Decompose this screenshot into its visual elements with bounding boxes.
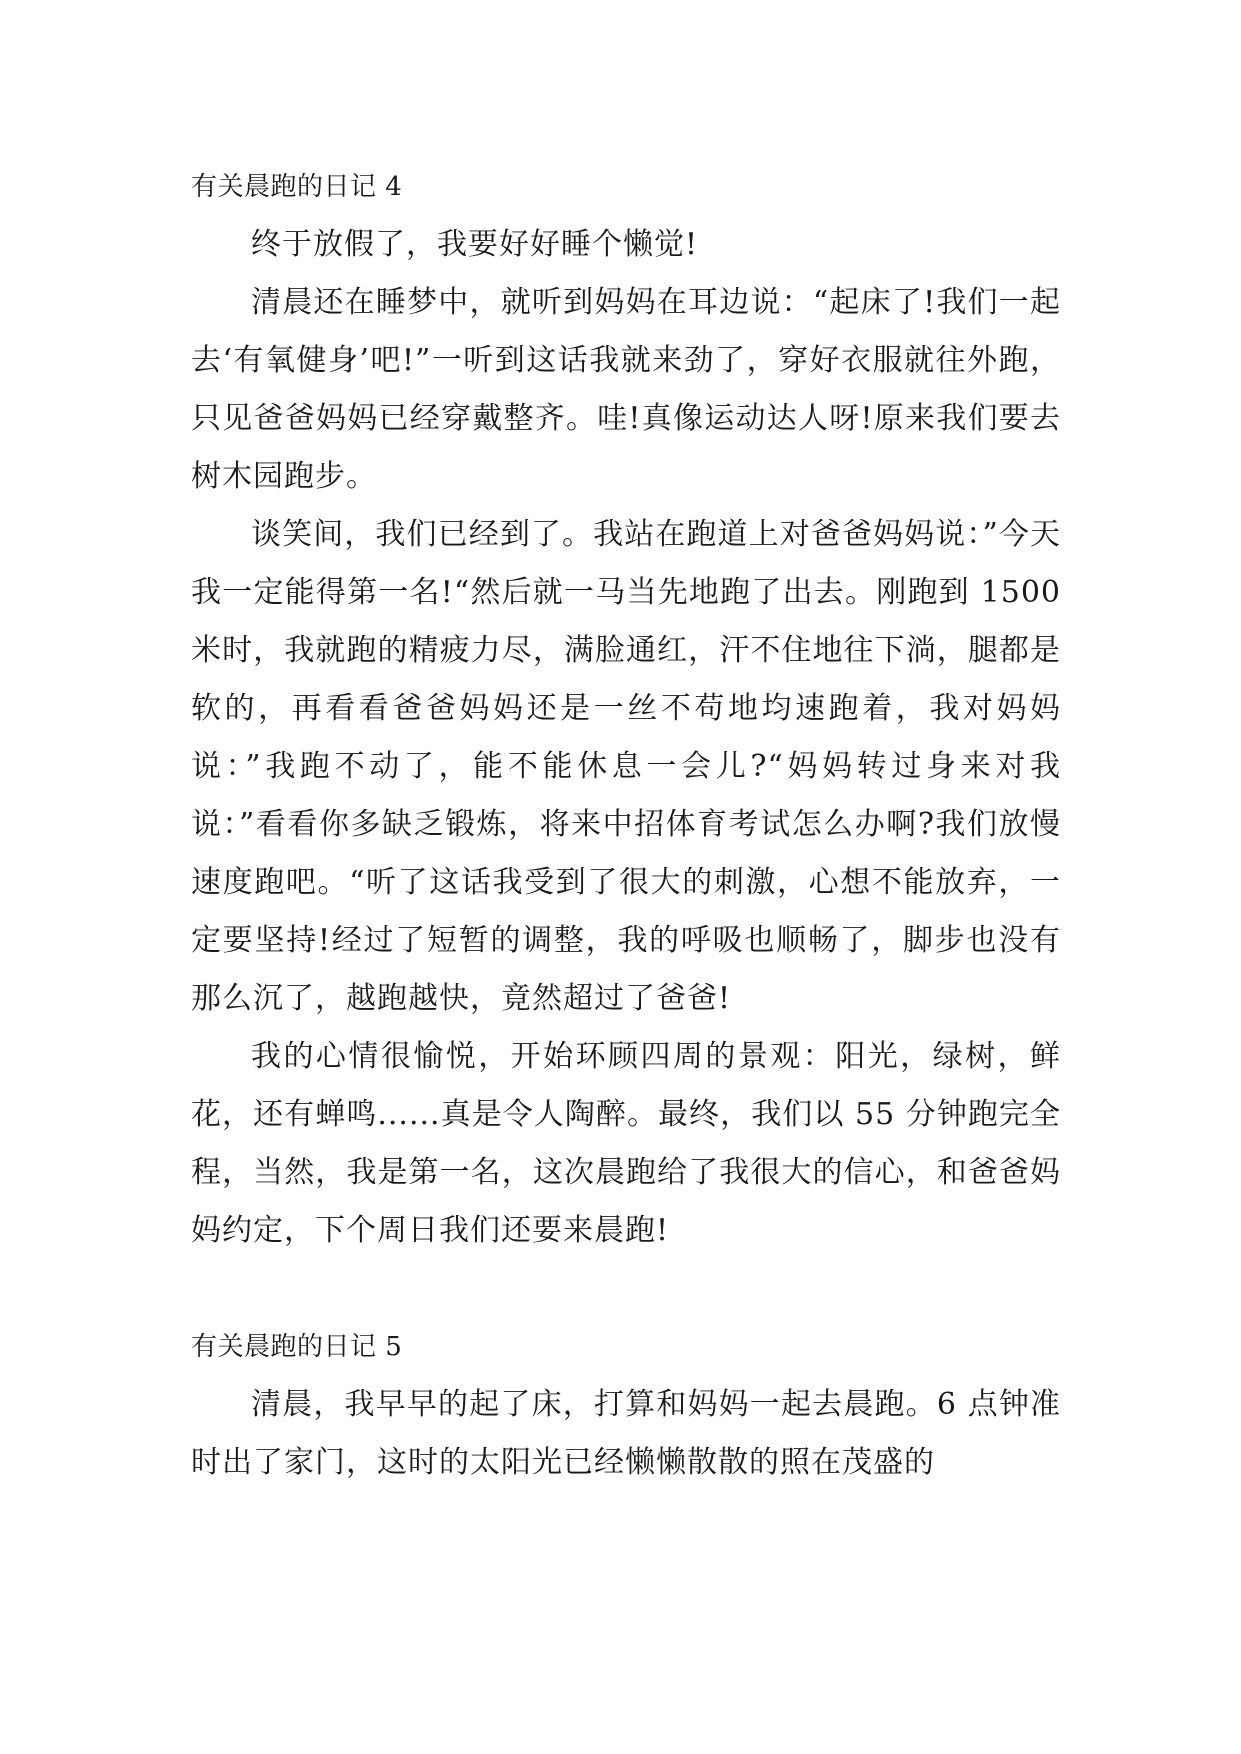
- entry-title: 有关晨跑的日记 4: [191, 172, 403, 202]
- paragraph: 清晨，我早早的起了床，打算和妈妈一起去晨跑。6 点钟准时出了家门，这时的太阳光已经懒懒散散的照在茂盛的: [191, 1387, 1061, 1480]
- document-body: [191, 158, 1061, 1492]
- paragraph: 清晨还在睡梦中，就听到妈妈在耳边说：“起床了!我们一起去‘有氧健身’吧!”一听到这话我就来劲了，穿好衣服就往外跑，只见爸爸妈妈已经穿戴整齐。哇!真像运动达人呀!原来我们要去树木园跑步。: [191, 285, 1061, 494]
- diary-entry-4: [191, 158, 1061, 1260]
- paragraph: 我的心情很愉悦，开始环顾四周的景观：阳光，绿树，鲜花，还有蝉鸣......真是令人陶醉。最终，我们以 55 分钟跑完全程，当然，我是第一名，这次晨跑给了我很大的信心，和爸爸妈妈约定，下个周日我们还要来晨跑!: [191, 1039, 1061, 1248]
- paragraph: 谈笑间，我们已经到了。我站在跑道上对爸爸妈妈说：”今天我一定能得第一名!“然后就一马当先地跑了出去。刚跑到 1500 米时，我就跑的精疲力尽，满脸通红，汗不住地往下淌，腿都是软的，再看看爸爸妈妈还是一丝不苟地均速跑着，我对妈妈说：”我跑不动了，能不能休息一会儿?“妈妈转过身来对我说：”看看你多缺乏锻炼，将来中招体育考试怎么办啊?我们放慢速度跑吧。“听了这话我受到了很大的刺激，心想不能放弃，一定要坚持!经过了短暂的调整，我的呼吸也顺畅了，脚步也没有那么沉了，越跑越快，竟然超过了爸爸!: [191, 517, 1061, 1016]
- entry-title: 有关晨跑的日记 5: [191, 1332, 403, 1362]
- diary-entry-5: [191, 1318, 1061, 1492]
- paragraph: 终于放假了，我要好好睡个懒觉!: [251, 227, 699, 262]
